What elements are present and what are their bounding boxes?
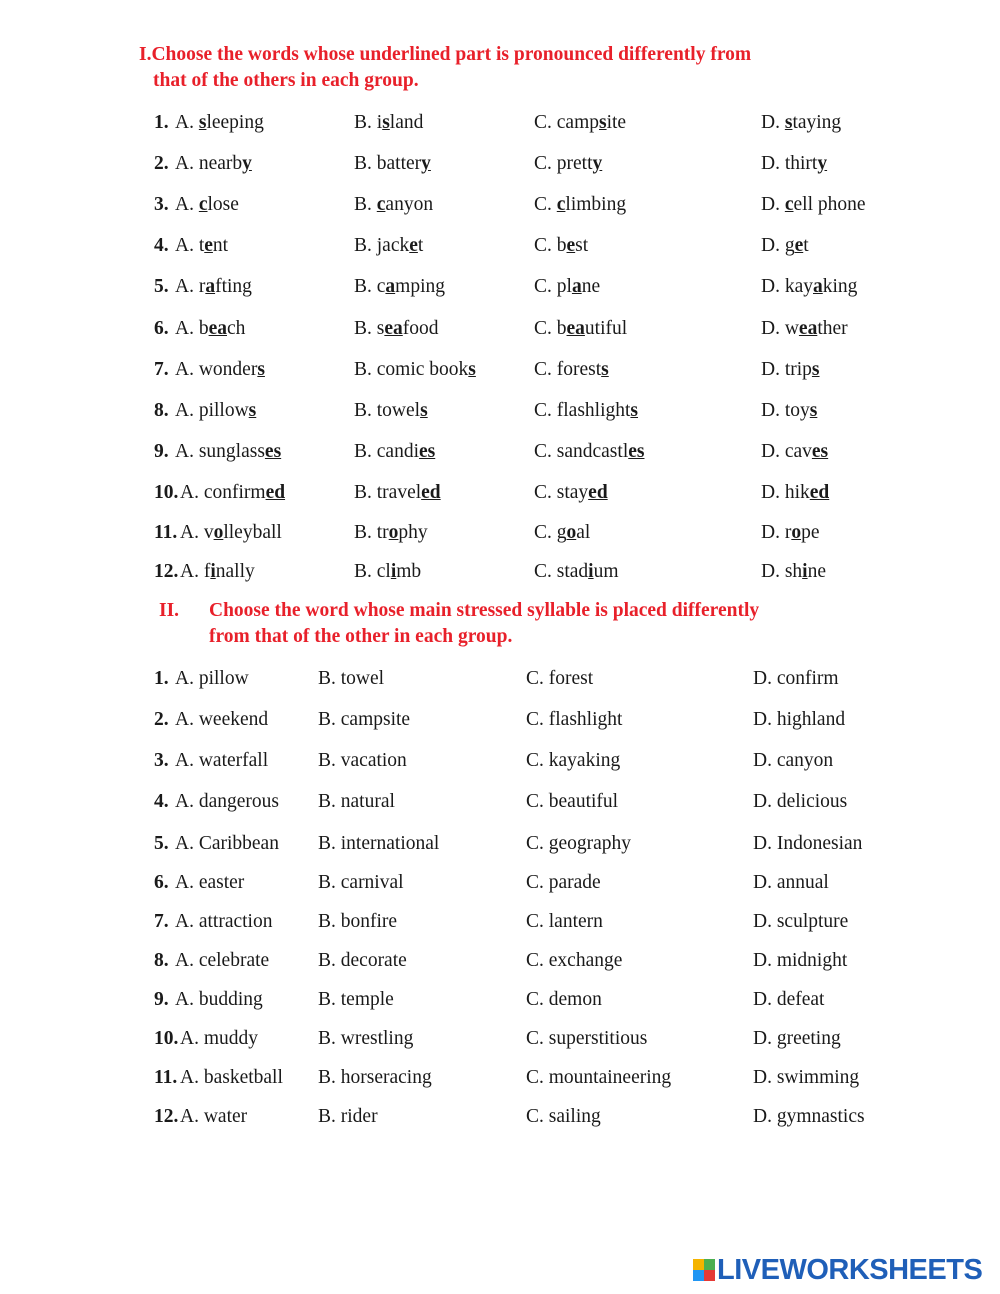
question-number: 12.	[154, 561, 179, 582]
answer-option: D. annual	[753, 872, 829, 893]
answer-option: D. greeting	[753, 1028, 841, 1049]
liveworksheets-logo-icon	[693, 1259, 715, 1281]
question-number: 2.	[154, 709, 169, 730]
answer-option: C. mountaineering	[526, 1067, 672, 1088]
question-number: 1.	[154, 668, 169, 689]
answer-option: A. attraction	[175, 911, 273, 932]
answer-option: C. forest	[526, 668, 594, 689]
underlined-part: s	[630, 400, 639, 421]
underlined-part: es	[811, 441, 829, 462]
underlined-part: c	[376, 194, 386, 215]
underlined-part: e	[794, 235, 804, 256]
answer-option: C. flashlights	[534, 400, 639, 421]
answer-option: C. forests	[534, 359, 609, 380]
answer-option: D. toys	[761, 400, 818, 421]
answer-option: C. goal	[534, 522, 591, 543]
answer-option: B. natural	[318, 791, 395, 812]
question-row	[0, 316, 1000, 342]
answer-option: A. finally	[180, 561, 255, 582]
underlined-part: s	[198, 112, 207, 133]
underlined-part: s	[382, 112, 390, 133]
question-number: 6.	[154, 872, 169, 893]
answer-option: D. get	[761, 235, 809, 256]
answer-option: B. trophy	[354, 522, 428, 543]
underlined-part: i	[390, 561, 397, 582]
answer-option: D. Indonesian	[753, 833, 863, 854]
answer-option: D. caves	[761, 441, 829, 462]
answer-option: B. rider	[318, 1106, 378, 1127]
question-number: 4.	[154, 235, 169, 256]
question-number: 6.	[154, 318, 169, 339]
answer-option: B. carnival	[318, 872, 404, 893]
underlined-part: c	[556, 194, 566, 215]
question-number: 4.	[154, 791, 169, 812]
question-row	[0, 1065, 1000, 1091]
answer-option: C. parade	[526, 872, 601, 893]
underlined-part: s	[257, 359, 265, 380]
answer-option: A. waterfall	[175, 750, 269, 771]
answer-option: A. volleyball	[180, 522, 282, 543]
underlined-part: a	[813, 276, 823, 297]
answer-option: B. decorate	[318, 950, 407, 971]
answer-option: D. gymnastics	[753, 1106, 865, 1127]
section-2-heading-line-1: Choose the word whose main stressed syllable is placed differently	[209, 600, 760, 621]
answer-option: A. nearby	[175, 153, 252, 174]
underlined-part: y	[817, 153, 828, 174]
answer-option: B. international	[318, 833, 440, 854]
underlined-part: ed	[421, 482, 441, 503]
answer-option: C. campsite	[534, 112, 627, 133]
underlined-part: a	[205, 276, 216, 297]
answer-option: B. seafood	[354, 318, 439, 339]
question-row	[0, 707, 1000, 733]
underlined-part: o	[566, 522, 577, 543]
underlined-part: ed	[809, 482, 830, 503]
answer-option: B. campsite	[318, 709, 411, 730]
underlined-part: c	[784, 194, 794, 215]
answer-option: A. basketball	[180, 1067, 283, 1088]
underlined-part: a	[571, 276, 582, 297]
answer-option: D. sculpture	[753, 911, 849, 932]
question-row	[0, 1104, 1000, 1130]
underlined-part: ea	[208, 318, 227, 339]
answer-option: D. trips	[761, 359, 820, 380]
question-row	[0, 987, 1000, 1013]
question-number: 12.	[154, 1106, 179, 1127]
answer-option: D. swimming	[753, 1067, 860, 1088]
underlined-part: s	[420, 400, 428, 421]
answer-option: A. Caribbean	[175, 833, 279, 854]
underlined-part: e	[204, 235, 213, 256]
answer-option: C. lantern	[526, 911, 603, 932]
answer-option: B. traveled	[354, 482, 441, 503]
underlined-part: ea	[384, 318, 403, 339]
question-row	[0, 398, 1000, 424]
answer-option: C. sandcastles	[534, 441, 645, 462]
question-number: 7.	[154, 359, 169, 380]
question-row	[0, 110, 1000, 136]
underlined-part: e	[566, 235, 576, 256]
answer-option: D. cell phone	[761, 194, 866, 215]
question-number: 10.	[154, 1028, 179, 1049]
underlined-part: s	[784, 112, 793, 133]
underlined-part: s	[468, 359, 476, 380]
section-2-heading	[159, 598, 879, 650]
question-number: 11.	[154, 1067, 178, 1088]
question-row	[0, 357, 1000, 383]
question-row	[0, 1026, 1000, 1052]
answer-option: A. wonders	[175, 359, 265, 380]
answer-option: B. jacket	[354, 235, 424, 256]
question-number: 9.	[154, 989, 169, 1010]
answer-option: A. confirmed	[180, 482, 286, 503]
underlined-part: o	[388, 522, 399, 543]
answer-option: B. climb	[354, 561, 422, 582]
underlined-part: ea	[798, 318, 818, 339]
underlined-part: c	[198, 194, 208, 215]
question-number: 5.	[154, 276, 169, 297]
answer-option: D. kayaking	[761, 276, 858, 297]
answer-option: C. stayed	[534, 482, 608, 503]
question-row	[0, 831, 1000, 857]
answer-option: D. hiked	[761, 482, 830, 503]
underlined-part: es	[418, 441, 436, 462]
question-number: 5.	[154, 833, 169, 854]
question-number: 7.	[154, 911, 169, 932]
answer-option: A. celebrate	[175, 950, 270, 971]
answer-option: C. kayaking	[526, 750, 621, 771]
answer-option: B. towels	[354, 400, 428, 421]
question-row	[0, 748, 1000, 774]
answer-option: C. plane	[534, 276, 601, 297]
answer-option: B. vacation	[318, 750, 407, 771]
question-number: 10.	[154, 482, 179, 503]
answer-option: A. dangerous	[175, 791, 279, 812]
answer-option: B. comic books	[354, 359, 476, 380]
question-number: 3.	[154, 194, 169, 215]
question-row	[0, 666, 1000, 692]
underlined-part: y	[421, 153, 431, 174]
answer-option: B. battery	[354, 153, 431, 174]
answer-option: D. thirty	[761, 153, 828, 174]
answer-option: A. rafting	[175, 276, 252, 297]
question-row	[0, 948, 1000, 974]
question-row	[0, 192, 1000, 218]
answer-option: B. canyon	[354, 194, 434, 215]
answer-option: B. horseracing	[318, 1067, 432, 1088]
answer-option: A. sleeping	[175, 112, 264, 133]
answer-option: D. shine	[761, 561, 826, 582]
question-row	[0, 151, 1000, 177]
question-number: 2.	[154, 153, 169, 174]
question-row	[0, 559, 1000, 585]
underlined-part: ea	[566, 318, 585, 339]
section-1-heading-line-1: I.Choose the words whose underlined part is pronounced differently from	[139, 44, 752, 65]
underlined-part: e	[409, 235, 418, 256]
answer-option: A. beach	[175, 318, 246, 339]
question-number: 3.	[154, 750, 169, 771]
answer-option: C. best	[534, 235, 589, 256]
answer-option: C. sailing	[526, 1106, 601, 1127]
answer-option: C. stadium	[534, 561, 619, 582]
underlined-part: a	[385, 276, 396, 297]
answer-option: B. candies	[354, 441, 436, 462]
underlined-part: es	[628, 441, 645, 462]
answer-option: B. island	[354, 112, 424, 133]
underlined-part: y	[592, 153, 603, 174]
section-2-number: II.	[159, 600, 180, 621]
question-row	[0, 233, 1000, 259]
question-row	[0, 274, 1000, 300]
answer-option: B. temple	[318, 989, 394, 1010]
answer-option: D. canyon	[753, 750, 834, 771]
answer-option: A. close	[175, 194, 239, 215]
question-row	[0, 789, 1000, 815]
answer-option: D. midnight	[753, 950, 848, 971]
answer-option: D. weather	[761, 318, 848, 339]
answer-option: C. pretty	[534, 153, 603, 174]
section-1-heading	[139, 42, 859, 94]
underlined-part: ed	[588, 482, 608, 503]
answer-option: C. flashlight	[526, 709, 623, 730]
answer-option: D. staying	[761, 112, 842, 133]
question-number: 8.	[154, 400, 169, 421]
underlined-part: o	[791, 522, 802, 543]
answer-option: B. towel	[318, 668, 385, 689]
question-number: 8.	[154, 950, 169, 971]
question-number: 1.	[154, 112, 169, 133]
answer-option: A. pillows	[175, 400, 257, 421]
answer-option: A. pillow	[175, 668, 249, 689]
underlined-part: o	[213, 522, 224, 543]
answer-option: A. muddy	[180, 1028, 258, 1049]
answer-option: D. delicious	[753, 791, 848, 812]
underlined-part: ed	[265, 482, 286, 503]
underlined-part: i	[802, 561, 808, 582]
underlined-part: i	[588, 561, 594, 582]
underlined-part: s	[809, 400, 818, 421]
answer-option: C. geography	[526, 833, 632, 854]
answer-option: D. highland	[753, 709, 846, 730]
answer-option: D. defeat	[753, 989, 825, 1010]
answer-option: D. rope	[761, 522, 820, 543]
answer-option: B. camping	[354, 276, 446, 297]
underlined-part: s	[601, 359, 609, 380]
underlined-part: s	[248, 400, 257, 421]
answer-option: C. demon	[526, 989, 602, 1010]
answer-option: B. wrestling	[318, 1028, 414, 1049]
question-number: 11.	[154, 522, 178, 543]
question-row	[0, 439, 1000, 465]
answer-option: A. budding	[175, 989, 263, 1010]
section-2-heading-line-2: from that of the other in each group.	[209, 626, 513, 647]
underlined-part: s	[811, 359, 820, 380]
answer-option: D. confirm	[753, 668, 839, 689]
answer-option: C. superstitious	[526, 1028, 648, 1049]
answer-option: C. exchange	[526, 950, 623, 971]
question-row	[0, 870, 1000, 896]
answer-option: B. bonfire	[318, 911, 398, 932]
answer-option: C. beautiful	[534, 318, 628, 339]
answer-option: A. weekend	[175, 709, 269, 730]
logo-text: LIVEWORKSHEETS	[717, 1253, 983, 1286]
section-1-heading-line-2: that of the others in each group.	[153, 70, 419, 91]
question-number: 9.	[154, 441, 169, 462]
question-row	[0, 909, 1000, 935]
underlined-part: es	[264, 441, 282, 462]
underlined-part: s	[598, 112, 607, 133]
answer-option: A. easter	[175, 872, 245, 893]
answer-option: C. beautiful	[526, 791, 619, 812]
underlined-part: y	[242, 153, 252, 174]
question-row	[0, 480, 1000, 506]
question-row	[0, 520, 1000, 546]
answer-option: A. water	[180, 1106, 248, 1127]
liveworksheets-logo	[693, 1255, 982, 1285]
answer-option: A. sunglasses	[175, 441, 282, 462]
underlined-part: i	[210, 561, 216, 582]
answer-option: A. tent	[175, 235, 229, 256]
answer-option: C. climbing	[534, 194, 627, 215]
